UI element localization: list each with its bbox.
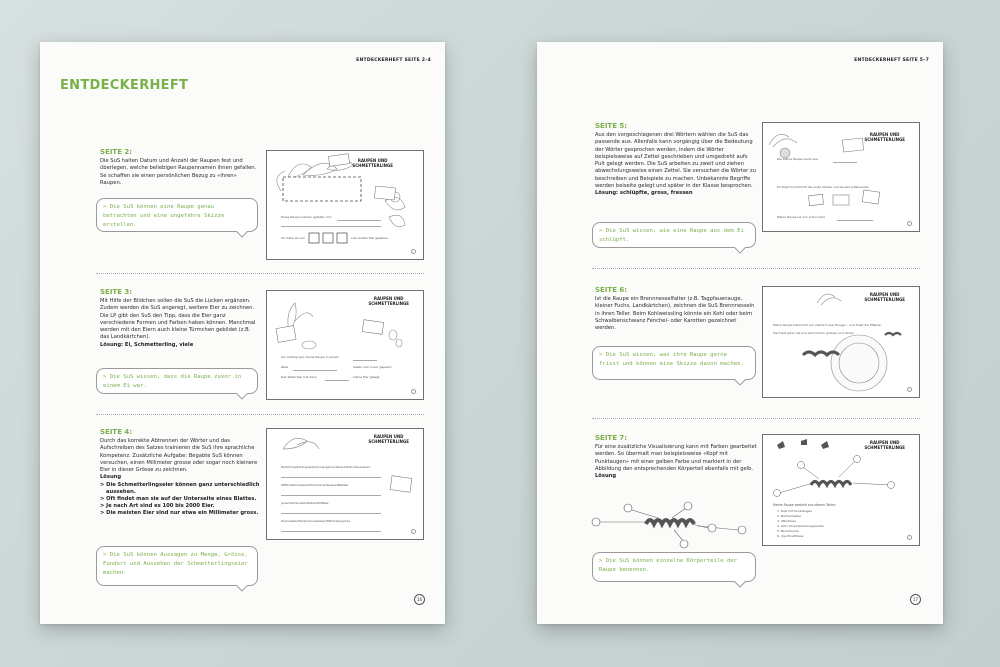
page-marker-icon bbox=[907, 387, 912, 392]
writing-line bbox=[281, 495, 381, 496]
worksheet-line-text: Die kleine Raupe kaum aus bbox=[777, 157, 818, 161]
worksheet-line-text: haben sich zuvor gepaart. bbox=[353, 365, 393, 369]
worksheet-line-text: Meine Raupe bekommt nun ziemlich viel Hunger – und frisst die Pflanze bbox=[773, 323, 881, 327]
writing-line bbox=[281, 226, 381, 227]
worksheet-line-text: 5. Bauchbeine bbox=[777, 529, 799, 533]
section-heading: SEITE 6: bbox=[595, 286, 628, 294]
worksheet-line-text: DieSchmetterlingseierkönnenganzunterschiedlichaussehen. bbox=[281, 465, 371, 469]
solution-list bbox=[100, 482, 260, 517]
section-body: Ist die Raupe ein Brennnesselfalter (z.B. Tagpfauenauge, kleiner Fuchs, Landkärtchen), zeichnen die SuS Brennnesseln in ihren Teller. Beim Kohlweissling könnte ein Kohl oder beim Schwalbenschwanz Fenchel- oder Karotten gezeichnet werden. bbox=[595, 296, 755, 332]
worksheet-line-text: Ihr Kopf durchbricht die erste Schale und sie isst aufeinander bbox=[777, 185, 869, 189]
worksheet-thumbnail-seite-5 bbox=[762, 122, 920, 232]
left-page-header: ENTDECKERHEFT SEITE 2–4 bbox=[356, 58, 431, 63]
speech-bubble-seite-4: > Die SuS können Aussagen zu Menge, Grösse, Fundort und Aussehen der Schmetterlingseier machen. bbox=[96, 546, 258, 586]
brand-logo: RAUPEN UND SCHMETTERLINGE bbox=[864, 292, 905, 302]
writing-line bbox=[353, 360, 377, 361]
section-divider bbox=[592, 418, 920, 419]
worksheet-line-text: OftfindetmanseaufderUnterseiteeinesBlattes. bbox=[281, 483, 350, 487]
speech-bubble-seite-5: > Die SuS wissen, wie eine Raupe aus dem Ei schlüpft. bbox=[592, 222, 756, 248]
section-heading: SEITE 2: bbox=[100, 148, 133, 156]
speech-bubble-seite-3: > Die SuS wissen, dass die Raupe zuvor in einem Ei war. bbox=[96, 368, 258, 394]
worksheet-line-text: zum ersten Mal gesehen. bbox=[351, 236, 389, 240]
list-item: > Die meisten Eier sind nur etwa ein Millimeter gross. bbox=[100, 509, 259, 516]
writing-line bbox=[325, 380, 349, 381]
worksheet-line-text: kleine Eier gelegt. bbox=[353, 375, 381, 379]
section-divider bbox=[96, 414, 424, 415]
speech-bubble-seite-2: > Die SuS können eine Raupe genau betrachten und eine ungefähre Skizze erstellen. bbox=[96, 198, 258, 232]
section-seite-2 bbox=[100, 148, 258, 187]
caterpillar-diagram bbox=[588, 500, 758, 550]
page-marker-icon bbox=[907, 535, 912, 540]
worksheet-thumbnail-seite-2 bbox=[266, 150, 424, 260]
page-marker-icon bbox=[411, 249, 416, 254]
worksheet-line-text: 2. Nachschieber bbox=[777, 514, 802, 518]
worksheet-line-text: Meine Raupe ist nun schon sehr bbox=[777, 215, 825, 219]
right-page-header: ENTDECKERHEFT SEITE 5–7 bbox=[854, 58, 929, 63]
worksheet-line-text: DiemeistenEiersindnuretwaeinMillimetergross. bbox=[281, 519, 351, 523]
section-seite-7 bbox=[595, 434, 757, 480]
leaf-illustration bbox=[267, 151, 424, 260]
worksheet-line-text: Am Anfang war meine Raupe in einem bbox=[281, 355, 339, 359]
section-heading: SEITE 4: bbox=[100, 428, 133, 436]
list-item: > Die Schmetterlingseier können ganz unterschiedlich aussehen. bbox=[100, 481, 260, 495]
worksheet-line-text: 4. zehn Körperkörpersegmente bbox=[777, 524, 824, 528]
section-seite-4 bbox=[100, 428, 260, 517]
writing-line bbox=[337, 220, 381, 221]
brand-logo: RAUPEN UND SCHMETTERLINGE bbox=[368, 296, 409, 306]
section-seite-3 bbox=[100, 288, 260, 349]
section-body: Durch das korrekte Abtrennen der Wörter und das Aufschreiben des Satzes trainieren die SuS ihre sprachliche Kompetenz. Zusätzliche Aufgabe: Begabte SuS können versuchen, einen Millimeter grosse oder sogar noch kleinere Eier in dieser Grösse zu zeichnen. bbox=[100, 438, 258, 474]
section-divider bbox=[592, 268, 920, 269]
worksheet-line-text: Diese Raupennamen gefallen mir: bbox=[281, 215, 333, 219]
worksheet-line-text: Zwei bbox=[281, 365, 289, 369]
section-seite-6 bbox=[595, 286, 757, 332]
worksheet-thumbnail-seite-3 bbox=[266, 290, 424, 400]
brand-logo: RAUPEN UND SCHMETTERLINGE bbox=[368, 434, 409, 444]
section-solution: Lösung bbox=[595, 473, 617, 480]
page-marker-icon bbox=[411, 389, 416, 394]
brand-logo: RAUPEN UND SCHMETTERLINGE bbox=[352, 158, 393, 168]
egg-illustration bbox=[267, 291, 424, 400]
page-title: ENTDECKERHEFT bbox=[60, 78, 189, 93]
worksheet-line-text: 1. Kopf mit Punktaugen bbox=[777, 509, 813, 513]
section-heading: SEITE 7: bbox=[595, 434, 628, 442]
worksheet-line-text: Das Weibchen hat dann bbox=[281, 375, 317, 379]
section-solution: Lösung: schlüpfte, gross, fressen bbox=[595, 190, 693, 197]
plate-illustration bbox=[763, 287, 920, 398]
brand-logo: RAUPEN UND SCHMETTERLINGE bbox=[864, 132, 905, 142]
worksheet-line-text: 3. Afterfüsse bbox=[777, 519, 796, 523]
worksheet-line-text: 6. drei Brustfüsse bbox=[777, 534, 804, 538]
worksheet-line-text: Meine Raupe besteht aus diesen Teilen: bbox=[773, 503, 837, 507]
section-solution: Lösung: Ei, Schmetterling, viele bbox=[100, 341, 194, 348]
writing-line bbox=[281, 531, 381, 532]
worksheet-thumbnail-seite-7 bbox=[762, 434, 920, 546]
writing-line bbox=[833, 162, 857, 163]
worksheet-thumbnail-seite-6 bbox=[762, 286, 920, 398]
section-divider bbox=[96, 273, 424, 274]
speech-bubble-seite-7: > Die SuS können einzelne Körperteile der Raupe benennen. bbox=[592, 552, 756, 582]
section-body: Mit Hilfe der Bildchen sollen die SuS die Lücken ergänzen. Zudem werden die SuS angeregt, weitere Eier zu zeichnen. Die LP gibt den SuS den Tipp, dass die Eier ganz verschiedene Formen und Farben haben können. Manchmal werden mit den Eiern auch kleine Türmchen gebildet (z.B. das Landkärtchen). bbox=[100, 298, 256, 341]
writing-line bbox=[837, 220, 873, 221]
worksheet-line-text: Ich habe sie am bbox=[281, 236, 305, 240]
section-heading: SEITE 3: bbox=[100, 288, 133, 296]
writing-line bbox=[281, 477, 381, 478]
page-marker-icon bbox=[411, 529, 416, 534]
section-solution: Lösung bbox=[100, 474, 122, 481]
worksheet-line-text: JenachArtsindes100bis2000Eier. bbox=[281, 501, 330, 505]
section-body: Die SuS halten Datum und Anzahl der Raupen fest und überlegen, welche beliebigen Raupennamen ihnen gefallen. Se schaffen sie einen persönlichen Bezug zu «ihren» Raupen. bbox=[100, 158, 257, 186]
page-marker-icon bbox=[907, 221, 912, 226]
section-heading: SEITE 5: bbox=[595, 122, 628, 130]
brand-logo: RAUPEN UND SCHMETTERLINGE bbox=[864, 440, 905, 450]
worksheet-line-text: Sie frisst ganz viel und wird immer grösser und dicker. bbox=[773, 331, 855, 335]
list-item: > Je nach Art sind es 100 bis 2000 Eier. bbox=[100, 502, 215, 509]
section-seite-5 bbox=[595, 122, 757, 198]
section-body: Aus den vorgeschlagenen drei Wörtern wählen die SuS das passende aus. Allenfalls kann vorgängig über die Bedeutung der Wörter gesprochen werden, indem die Wörter beispielsweise auf Zettel geschrieben und umgedreht aufs Pult gelegt werden. Die SuS arbeiten zu zweit und ziehen abwechslungsweise einen Zettel. Sie versuchen die Wörter zu beschreiben und Beispiele zu machen. Unbekannte Begriffe werden beiseite gelegt und später in der Klasse besprochen. bbox=[595, 132, 756, 190]
writing-line bbox=[293, 370, 337, 371]
page-number: 17 bbox=[910, 594, 921, 605]
page-number: 16 bbox=[414, 594, 425, 605]
list-item: > Oft findet man sie auf der Unterseite eines Blattes. bbox=[100, 495, 257, 502]
worksheet-thumbnail-seite-4 bbox=[266, 428, 424, 540]
section-body: Für eine zusätzliche Visualisierung kann mit Farben gearbeitet werden. So übermalt man beispielsweise «Kopf mit Punktaugen» mit einer gelben Farbe und markiert in der Abbildung den entsprechenden Körperteil ebenfalls mit gelb. bbox=[595, 444, 757, 472]
speech-bubble-seite-6: > Die SuS wissen, was ihre Raupe gerne frisst und können eine Skizze davon machen. bbox=[592, 346, 756, 380]
writing-line bbox=[281, 513, 381, 514]
